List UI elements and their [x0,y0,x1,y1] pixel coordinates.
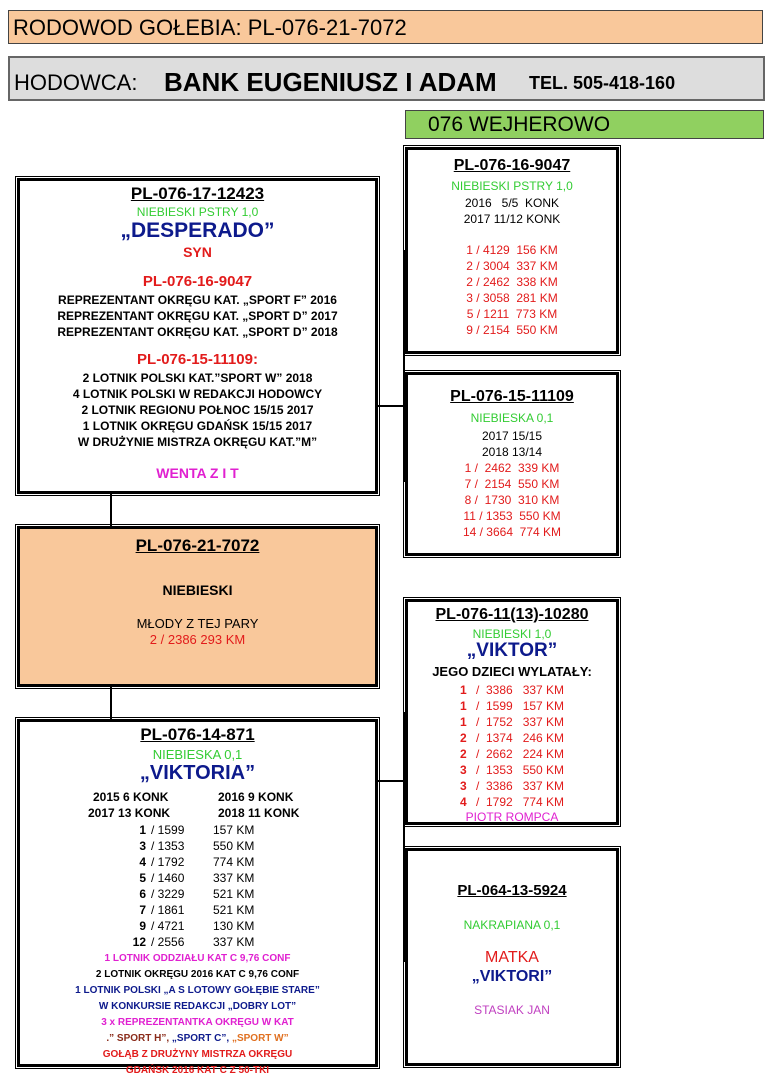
result-row: 1 / 2462 339 KM [464,461,560,475]
gs1-results [408,242,616,338]
granddam2-box [405,848,619,1066]
result-km: 337 KM [213,871,255,885]
sire-name: „DESPERADO” [120,219,275,242]
result-row [408,762,616,778]
sire-sibling2-ring: PL-076-15-11109: [137,351,258,368]
sire-color: NIEBIESKI PSTRY 1,0 [136,205,259,219]
page-title: RODOWOD GOŁEBIA: PL-076-21-7072 [13,15,407,40]
result-rest: / 1752 337 KM [476,715,565,729]
achievement-line: W KONKURSIE REDAKCJI „DOBRY LOT” [98,1001,297,1012]
achievement-line: REPREZENTANT OKRĘGU KAT. „SPORT D” 2018 [57,325,338,339]
result-of: / 1599 [151,823,185,837]
result-row: 14 / 3664 774 KM [462,525,562,539]
gd1-ring: PL-076-15-11109 [450,388,574,405]
dam-results [20,822,375,950]
sire-sibling1-ring: PL-076-16-9047 [142,273,253,290]
gs2-color: NIEBIESKI 1,0 [472,627,552,641]
result-km: 130 KM [213,919,255,933]
dam-ring: PL-076-14-871 [140,725,255,744]
result-place: 4 [139,855,146,869]
gd2-color: NAKRAPIANA 0,1 [463,918,561,932]
result-place: 2 [460,747,467,761]
sire-sibling2-lines [20,370,375,450]
result-row [408,730,616,746]
result-row [20,918,375,934]
granddam1-box [405,372,619,556]
grandsire2-box [405,599,619,825]
result-row [20,902,375,918]
result-place: 1 [460,715,467,729]
result-row: 2 / 2462 338 KM [466,275,558,289]
gd1-color: NIEBIESKA 0,1 [470,411,554,425]
dam-achievements [20,951,375,1079]
sire-relation: SYN [183,244,212,260]
result-place: 9 [139,919,146,933]
result-of: / 1353 [151,839,185,853]
sire-box [17,178,378,494]
result-row [408,698,616,714]
result-row: 5 / 1211 773 KM [466,307,558,321]
result-place: 3 [139,839,146,853]
achievement-line: 1 LOTNIK POLSKI „A S LOTOWY GOŁĘBIE STARE” [75,985,320,996]
achievement-line: GDAŃSK 2016 KAT C Z 50-TKI [125,1065,270,1076]
gs2-children-label: JEGO DZIECI WYLATAŁY: [432,664,592,679]
result-row: 1 / 4129 156 KM [466,243,558,257]
breeder-bar [8,56,765,101]
subject-result: 2 / 2386 293 KM [149,632,246,647]
result-row: 11 / 1353 550 KM [463,509,561,523]
result-of: / 1792 [151,855,185,869]
gs1-konk [408,195,616,227]
konk-item: 2017 13 KONK [88,806,171,820]
connector-dam-right [378,780,405,782]
result-row [20,838,375,854]
gd1-konk [408,428,616,460]
connector-subject-dam [110,687,112,719]
gs2-ring: PL-076-11(13)-10280 [435,606,589,623]
achievement-line: 3 x REPREZENTANTKA OKRĘGU W KAT [101,1017,294,1028]
sport-h: .” SPORT H”, [106,1033,170,1044]
gd2-breeder: STASIAK JAN [474,1003,550,1017]
result-km: 157 KM [213,823,255,837]
result-rest: / 3386 337 KM [476,683,565,697]
breeder-phone: TEL. 505-418-160 [529,73,676,93]
gs2-name: „VIKTOR” [466,640,558,661]
result-row [408,714,616,730]
subject-color: NIEBIESKI [162,582,233,598]
result-of: / 3229 [151,887,185,901]
achievement-line: 2 LOTNIK OKRĘGU 2016 KAT C 9,76 CONF [95,969,300,980]
result-row: 3 / 3058 281 KM [466,291,558,305]
result-km: 521 KM [213,887,255,901]
gd1-results [408,460,616,540]
result-rest: / 1599 157 KM [476,699,565,713]
result-row [408,746,616,762]
achievement-line: W DRUŻYNIE MISTRZA OKRĘGU KAT.”M” [77,435,318,449]
gd2-relation: MATKA [485,949,539,966]
gs2-results [408,682,616,810]
achievement-line: GOŁĄB Z DRUŻYNY MISTRZA OKRĘGU [102,1049,293,1060]
result-row [408,778,616,794]
title-bar [8,10,763,44]
result-place: 1 [460,683,467,697]
sport-c: „SPORT C”, [169,1033,232,1044]
result-place: 1 [139,823,146,837]
result-place: 1 [460,699,467,713]
konk-item: 2017 15/15 [481,429,543,443]
sire-breeder: WENTA Z I T [156,465,239,481]
subject-note: MŁODY Z TEJ PARY [136,616,259,631]
dam-box [17,719,378,1076]
result-of: / 1460 [151,871,185,885]
konk-item: 2016 5/5 KONK [464,196,560,210]
dam-name: „VIKTORIA” [139,762,256,784]
result-row [20,886,375,902]
connector-sire-subject [110,494,112,526]
grandsire1-box [405,147,619,354]
achievement-line: 1 LOTNIK ODDZIAŁU KAT C 9,76 CONF [104,953,291,964]
district-label: 076 WEJHEROWO [428,113,611,136]
sire-sibling1-lines [20,292,375,340]
result-row [20,854,375,870]
sire-ring: PL-076-17-12423 [130,184,265,203]
result-of: / 4721 [151,919,185,933]
gs2-breeder: PIOTR ROMPCA [465,810,559,824]
result-rest: / 1353 550 KM [476,763,565,777]
connector-sire-right [378,405,405,407]
result-place: 4 [460,795,467,809]
result-row: 8 / 1730 310 KM [464,493,560,507]
result-place: 5 [139,871,146,885]
result-km: 774 KM [213,855,255,869]
result-row: 7 / 2154 550 KM [464,477,560,491]
result-of: / 2556 [151,935,185,949]
result-km: 337 KM [213,935,255,949]
breeder-prefix: HODOWCA: [14,70,138,95]
result-place: 2 [460,731,467,745]
breeder-name: BANK EUGENIUSZ I ADAM [164,67,497,97]
gs1-ring: PL-076-16-9047 [453,157,571,174]
dam-color: NIEBIESKA 0,1 [152,747,243,762]
result-row: 9 / 2154 550 KM [466,323,558,337]
result-place: 7 [139,903,146,917]
subject-ring: PL-076-21-7072 [135,536,260,555]
sport-w: „SPORT W” [231,1033,289,1044]
result-row: 2 / 3004 337 KM [466,259,558,273]
konk-item: 2018 11 KONK [218,806,300,820]
result-place: 6 [139,887,146,901]
konk-item: 2015 6 KONK [93,790,169,804]
result-rest: / 1792 774 KM [476,795,565,809]
gs1-color: NIEBIESKI PSTRY 1,0 [451,179,573,193]
result-row [20,870,375,886]
konk-item: 2016 9 KONK [218,790,294,804]
achievement-line: 2 LOTNIK POLSKI KAT.”SPORT W” 2018 [82,371,313,385]
district-bar [405,110,764,139]
result-of: / 1861 [151,903,185,917]
result-row [20,822,375,838]
achievement-line: REPREZENTANT OKRĘGU KAT. „SPORT D” 2017 [57,309,338,323]
achievement-line: 2 LOTNIK REGIONU POŁNOC 15/15 2017 [81,403,314,417]
result-row [408,682,616,698]
result-km: 550 KM [213,839,255,853]
achievement-line [20,1031,375,1047]
result-row [20,934,375,950]
result-row [408,794,616,810]
konk-item: 2017 11/12 KONK [463,212,561,226]
subject-box [17,526,378,687]
result-rest: / 2662 224 KM [476,747,565,761]
konk-item: 2018 13/14 [481,445,543,459]
achievement-line: 4 LOTNIK POLSKI W REDAKCJI HODOWCY [72,387,323,401]
result-place: 12 [132,935,146,949]
achievement-line: 1 LOTNIK OKRĘGU GDAŃSK 15/15 2017 [82,419,313,433]
result-rest: / 1374 246 KM [476,731,565,745]
result-place: 3 [460,763,467,777]
gd2-name: „VIKTORI” [471,968,553,985]
gd2-ring: PL-064-13-5924 [457,882,567,899]
result-km: 521 KM [213,903,255,917]
result-rest: / 3386 337 KM [476,779,565,793]
achievement-line: REPREZENTANT OKRĘGU KAT. „SPORT F” 2016 [58,293,337,307]
result-place: 3 [460,779,467,793]
